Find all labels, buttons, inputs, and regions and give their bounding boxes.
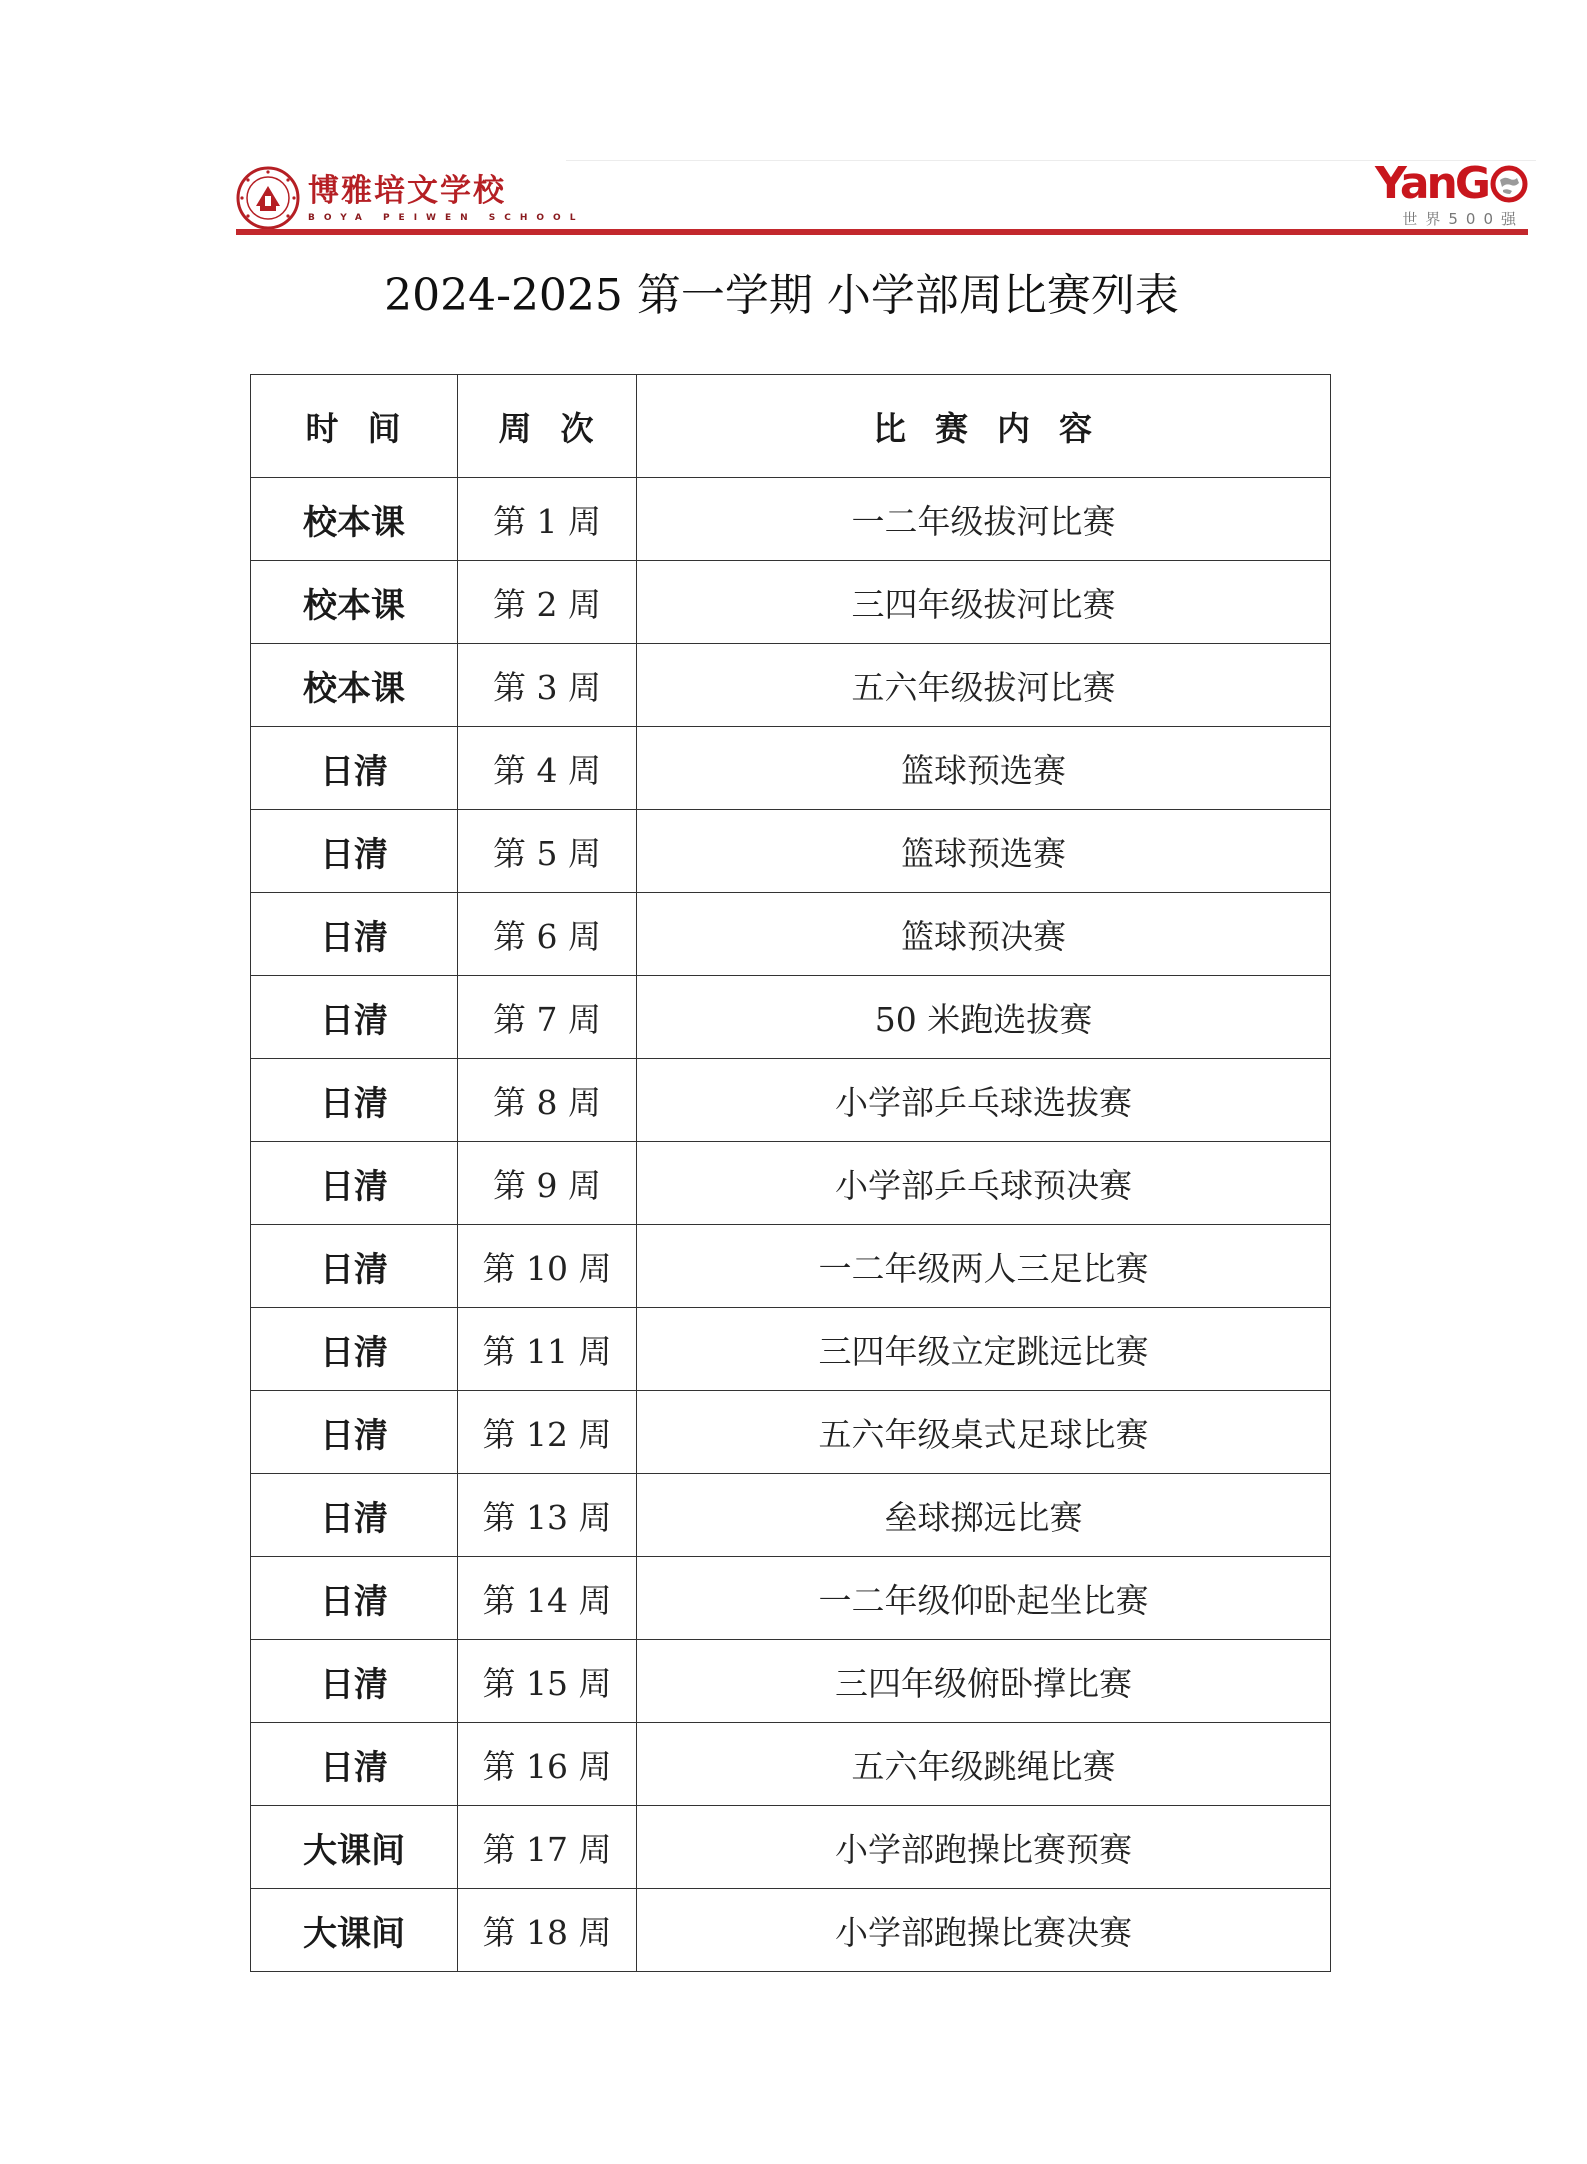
row-event-cell: 小学部乒乓球选拔赛 [637,1059,1331,1142]
row-week-cell: 第 13 周 [458,1474,637,1557]
row-event-cell: 篮球预决赛 [637,893,1331,976]
row-time-cell: 日清 [251,1474,458,1557]
row-event-cell: 五六年级跳绳比赛 [637,1723,1331,1806]
table-row [251,1308,1331,1391]
row-week-cell: 第 7 周 [458,976,637,1059]
row-time-cell: 日清 [251,1391,458,1474]
table-row [251,1557,1331,1640]
row-event-cell: 三四年级拔河比赛 [637,561,1331,644]
table-row [251,644,1331,727]
letterhead [236,158,1528,236]
row-event-cell: 篮球预选赛 [637,727,1331,810]
row-week-cell: 第 11 周 [458,1308,637,1391]
table-row [251,561,1331,644]
row-week-cell: 第 18 周 [458,1889,637,1972]
row-week-cell: 第 3 周 [458,644,637,727]
row-time-cell: 日清 [251,1308,458,1391]
row-time-cell: 日清 [251,1640,458,1723]
header-red-rule [236,229,1528,235]
table-row [251,1806,1331,1889]
table-row [251,1640,1331,1723]
school-logo-block [236,166,584,230]
row-time-cell: 日清 [251,810,458,893]
row-week-cell: 第 6 周 [458,893,637,976]
row-event-cell: 五六年级拔河比赛 [637,644,1331,727]
row-event-cell: 垒球掷远比赛 [637,1474,1331,1557]
row-week-cell: 第 4 周 [458,727,637,810]
table-row [251,810,1331,893]
table-row [251,893,1331,976]
row-week-cell: 第 15 周 [458,1640,637,1723]
row-time-cell: 日清 [251,976,458,1059]
school-seal-icon [236,166,300,230]
row-week-cell: 第 2 周 [458,561,637,644]
row-event-cell: 小学部跑操比赛预赛 [637,1806,1331,1889]
row-week-cell: 第 9 周 [458,1142,637,1225]
header-event: 比 赛 内 容 [637,375,1331,478]
table-row [251,1059,1331,1142]
table-row [251,1391,1331,1474]
row-time-cell: 日清 [251,893,458,976]
row-week-cell: 第 14 周 [458,1557,637,1640]
row-week-cell: 第 5 周 [458,810,637,893]
row-time-cell: 日清 [251,1142,458,1225]
header-week: 周 次 [458,375,637,478]
row-event-cell: 一二年级拔河比赛 [637,478,1331,561]
table-row [251,1474,1331,1557]
competition-schedule-table [250,374,1331,1972]
table-row [251,1723,1331,1806]
row-time-cell: 校本课 [251,561,458,644]
header-time: 时 间 [251,375,458,478]
row-week-cell: 第 1 周 [458,478,637,561]
row-event-cell: 三四年级俯卧撑比赛 [637,1640,1331,1723]
globe-icon [1490,165,1528,203]
row-event-cell: 一二年级两人三足比赛 [637,1225,1331,1308]
row-event-cell: 小学部跑操比赛决赛 [637,1889,1331,1972]
row-time-cell: 大课间 [251,1806,458,1889]
row-event-cell: 一二年级仰卧起坐比赛 [637,1557,1331,1640]
row-week-cell: 第 8 周 [458,1059,637,1142]
school-name-chinese: 博雅培文学校 [308,173,506,209]
table-row [251,1225,1331,1308]
page-title: 2024-2025 第一学期 小学部周比赛列表 [384,270,1179,321]
row-time-cell: 校本课 [251,644,458,727]
row-event-cell: 篮球预选赛 [637,810,1331,893]
row-time-cell: 日清 [251,1723,458,1806]
table-row [251,1142,1331,1225]
table-row [251,478,1331,561]
table-row [251,1889,1331,1972]
row-time-cell: 日清 [251,727,458,810]
row-event-cell: 50 米跑选拔赛 [637,976,1331,1059]
table-row [251,727,1331,810]
row-week-cell: 第 12 周 [458,1391,637,1474]
table-row [251,976,1331,1059]
row-event-cell: 五六年级桌式足球比赛 [637,1391,1331,1474]
row-time-cell: 日清 [251,1059,458,1142]
row-week-cell: 第 17 周 [458,1806,637,1889]
table-header-row [251,375,1331,478]
row-week-cell: 第 10 周 [458,1225,637,1308]
row-time-cell: 校本课 [251,478,458,561]
row-time-cell: 日清 [251,1225,458,1308]
row-event-cell: 小学部乒乓球预决赛 [637,1142,1331,1225]
brand-logo-block [1358,158,1528,232]
row-week-cell: 第 16 周 [458,1723,637,1806]
school-name-english: BOYA PEIWEN SCHOOL [308,213,585,223]
row-time-cell: 大课间 [251,1889,458,1972]
brand-logo [1375,160,1528,208]
row-time-cell: 日清 [251,1557,458,1640]
brand-word: YanG [1375,158,1488,209]
brand-tagline: 世界500强 [1402,210,1524,228]
row-event-cell: 三四年级立定跳远比赛 [637,1308,1331,1391]
